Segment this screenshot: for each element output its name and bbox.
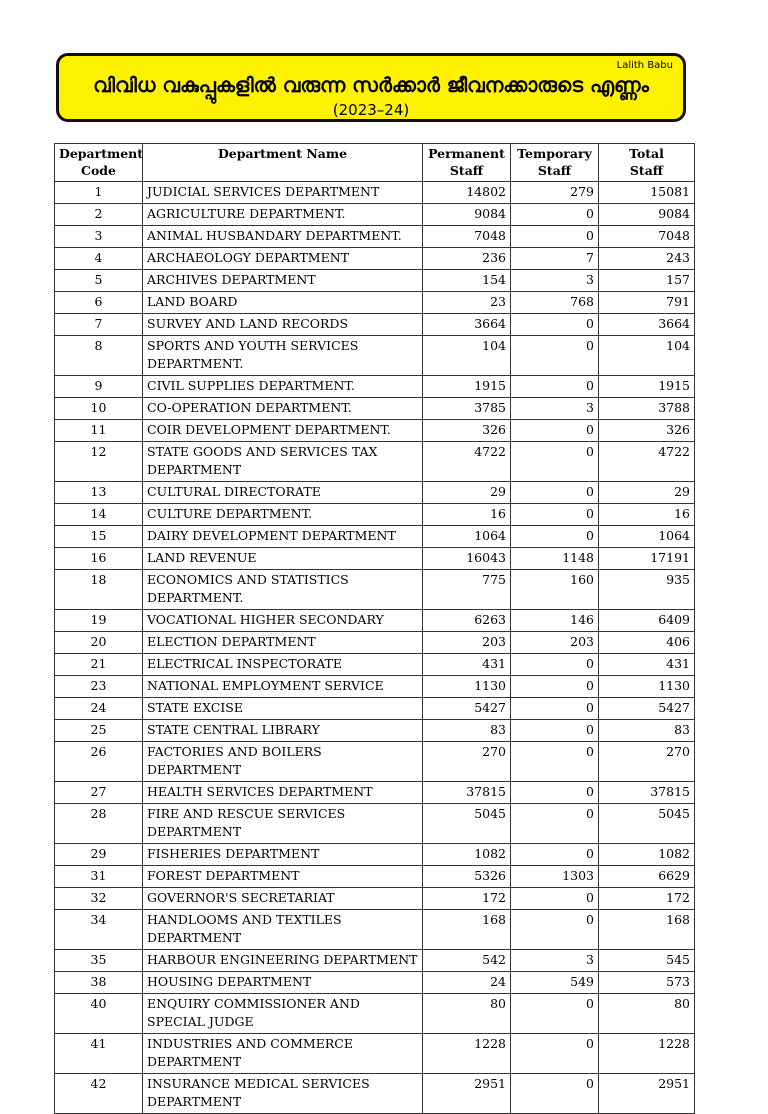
table-row (55, 204, 695, 226)
cell-temporary-staff: 0 (511, 910, 599, 950)
cell-permanent-staff: 1082 (423, 844, 511, 866)
cell-department-code: 27 (55, 782, 143, 804)
cell-temporary-staff: 0 (511, 226, 599, 248)
cell-department-name: ARCHIVES DEPARTMENT (143, 270, 423, 292)
cell-total-staff: 326 (599, 420, 695, 442)
cell-department-code: 41 (55, 1034, 143, 1074)
cell-permanent-staff: 5326 (423, 866, 511, 888)
cell-department-code: 28 (55, 804, 143, 844)
cell-department-code: 19 (55, 610, 143, 632)
cell-permanent-staff: 154 (423, 270, 511, 292)
table-row (55, 742, 695, 782)
cell-permanent-staff: 775 (423, 570, 511, 610)
table-header-row (55, 144, 695, 182)
cell-temporary-staff: 0 (511, 204, 599, 226)
table-row (55, 504, 695, 526)
table-row (55, 910, 695, 950)
cell-department-code: 2 (55, 204, 143, 226)
cell-department-name: STATE EXCISE (143, 698, 423, 720)
col-header-temporary (511, 144, 599, 182)
cell-department-name: FISHERIES DEPARTMENT (143, 844, 423, 866)
cell-department-name: COIR DEVELOPMENT DEPARTMENT. (143, 420, 423, 442)
cell-total-staff: 37815 (599, 782, 695, 804)
cell-department-code: 40 (55, 994, 143, 1034)
cell-temporary-staff: 3 (511, 398, 599, 420)
cell-department-code: 20 (55, 632, 143, 654)
cell-department-code: 21 (55, 654, 143, 676)
table-row (55, 844, 695, 866)
cell-department-name: AGRICULTURE DEPARTMENT. (143, 204, 423, 226)
cell-department-code: 9 (55, 376, 143, 398)
cell-temporary-staff: 0 (511, 782, 599, 804)
cell-permanent-staff: 1228 (423, 1034, 511, 1074)
cell-permanent-staff: 16043 (423, 548, 511, 570)
cell-department-name: FACTORIES AND BOILERS DEPARTMENT (143, 742, 423, 782)
cell-department-name: ANIMAL HUSBANDARY DEPARTMENT. (143, 226, 423, 248)
cell-total-staff: 29 (599, 482, 695, 504)
table-row (55, 292, 695, 314)
table-row (55, 248, 695, 270)
cell-department-code: 8 (55, 336, 143, 376)
cell-permanent-staff: 14802 (423, 182, 511, 204)
col-header-temporary-line1: Temporary (517, 146, 592, 161)
cell-temporary-staff: 0 (511, 442, 599, 482)
cell-permanent-staff: 4722 (423, 442, 511, 482)
cell-total-staff: 80 (599, 994, 695, 1034)
cell-department-name: ARCHAEOLOGY DEPARTMENT (143, 248, 423, 270)
cell-permanent-staff: 1915 (423, 376, 511, 398)
cell-total-staff: 2951 (599, 1074, 695, 1114)
table-row (55, 994, 695, 1034)
page-title: വിവിധ വകുപ്പുകളിൽ വരുന്ന സർക്കാർ ജീവനക്കാരുടെ എണ്ണം (93, 73, 649, 97)
cell-total-staff: 1228 (599, 1034, 695, 1074)
cell-permanent-staff: 5045 (423, 804, 511, 844)
cell-department-name: CULTURE DEPARTMENT. (143, 504, 423, 526)
table-row (55, 442, 695, 482)
col-header-total-line1: Total (629, 146, 664, 161)
col-header-code (55, 144, 143, 182)
cell-permanent-staff: 24 (423, 972, 511, 994)
cell-permanent-staff: 172 (423, 888, 511, 910)
cell-total-staff: 6629 (599, 866, 695, 888)
cell-department-name: SPORTS AND YOUTH SERVICES DEPARTMENT. (143, 336, 423, 376)
title-banner (56, 53, 686, 122)
table-row (55, 720, 695, 742)
cell-total-staff: 791 (599, 292, 695, 314)
cell-temporary-staff: 0 (511, 844, 599, 866)
cell-department-name: INSURANCE MEDICAL SERVICES DEPARTMENT (143, 1074, 423, 1114)
cell-temporary-staff: 279 (511, 182, 599, 204)
table-row (55, 482, 695, 504)
cell-permanent-staff: 1064 (423, 526, 511, 548)
cell-department-name: LAND BOARD (143, 292, 423, 314)
cell-department-code: 15 (55, 526, 143, 548)
cell-total-staff: 83 (599, 720, 695, 742)
cell-department-name: STATE GOODS AND SERVICES TAX DEPARTMENT (143, 442, 423, 482)
table-row (55, 548, 695, 570)
cell-total-staff: 243 (599, 248, 695, 270)
cell-department-code: 5 (55, 270, 143, 292)
cell-temporary-staff: 3 (511, 950, 599, 972)
cell-department-code: 13 (55, 482, 143, 504)
table-row (55, 336, 695, 376)
cell-total-staff: 6409 (599, 610, 695, 632)
cell-department-name: ECONOMICS AND STATISTICS DEPARTMENT. (143, 570, 423, 610)
cell-department-name: HOUSING DEPARTMENT (143, 972, 423, 994)
cell-temporary-staff: 768 (511, 292, 599, 314)
cell-department-code: 42 (55, 1074, 143, 1114)
table-row (55, 420, 695, 442)
col-header-code-line1: Department (59, 146, 144, 161)
col-header-name: Department Name (143, 144, 423, 182)
col-header-temporary-line2: Staff (537, 163, 572, 178)
cell-total-staff: 545 (599, 950, 695, 972)
table-row (55, 972, 695, 994)
cell-permanent-staff: 2951 (423, 1074, 511, 1114)
cell-department-name: CULTURAL DIRECTORATE (143, 482, 423, 504)
cell-total-staff: 7048 (599, 226, 695, 248)
cell-temporary-staff: 0 (511, 504, 599, 526)
cell-department-name: LAND REVENUE (143, 548, 423, 570)
table-row (55, 654, 695, 676)
cell-total-staff: 15081 (599, 182, 695, 204)
cell-temporary-staff: 0 (511, 720, 599, 742)
cell-department-code: 18 (55, 570, 143, 610)
cell-permanent-staff: 203 (423, 632, 511, 654)
cell-department-name: SURVEY AND LAND RECORDS (143, 314, 423, 336)
cell-department-name: ELECTRICAL INSPECTORATE (143, 654, 423, 676)
col-header-permanent-line1: Permanent (428, 146, 505, 161)
table-row (55, 1074, 695, 1114)
cell-total-staff: 573 (599, 972, 695, 994)
cell-permanent-staff: 80 (423, 994, 511, 1034)
cell-department-name: DAIRY DEVELOPMENT DEPARTMENT (143, 526, 423, 548)
cell-permanent-staff: 9084 (423, 204, 511, 226)
cell-department-name: FIRE AND RESCUE SERVICES DEPARTMENT (143, 804, 423, 844)
table-row (55, 866, 695, 888)
cell-department-code: 34 (55, 910, 143, 950)
cell-total-staff: 104 (599, 336, 695, 376)
cell-department-code: 4 (55, 248, 143, 270)
cell-temporary-staff: 549 (511, 972, 599, 994)
cell-total-staff: 431 (599, 654, 695, 676)
cell-department-code: 24 (55, 698, 143, 720)
table-row (55, 804, 695, 844)
cell-permanent-staff: 236 (423, 248, 511, 270)
table-row (55, 182, 695, 204)
cell-temporary-staff: 0 (511, 994, 599, 1034)
cell-department-code: 16 (55, 548, 143, 570)
table-row (55, 270, 695, 292)
cell-department-name: HEALTH SERVICES DEPARTMENT (143, 782, 423, 804)
cell-temporary-staff: 0 (511, 742, 599, 782)
cell-permanent-staff: 270 (423, 742, 511, 782)
cell-department-code: 26 (55, 742, 143, 782)
cell-temporary-staff: 1303 (511, 866, 599, 888)
cell-total-staff: 935 (599, 570, 695, 610)
col-header-permanent (423, 144, 511, 182)
cell-department-name: CO-OPERATION DEPARTMENT. (143, 398, 423, 420)
cell-permanent-staff: 23 (423, 292, 511, 314)
col-header-total-line2: Staff (629, 163, 664, 178)
cell-department-name: INDUSTRIES AND COMMERCE DEPARTMENT (143, 1034, 423, 1074)
cell-permanent-staff: 7048 (423, 226, 511, 248)
cell-total-staff: 1064 (599, 526, 695, 548)
cell-department-code: 29 (55, 844, 143, 866)
cell-temporary-staff: 0 (511, 654, 599, 676)
cell-department-code: 35 (55, 950, 143, 972)
cell-department-code: 32 (55, 888, 143, 910)
cell-total-staff: 172 (599, 888, 695, 910)
cell-department-name: NATIONAL EMPLOYMENT SERVICE (143, 676, 423, 698)
cell-temporary-staff: 0 (511, 526, 599, 548)
cell-department-code: 31 (55, 866, 143, 888)
cell-temporary-staff: 0 (511, 888, 599, 910)
cell-permanent-staff: 431 (423, 654, 511, 676)
table-row (55, 314, 695, 336)
col-header-total (599, 144, 695, 182)
table-row (55, 570, 695, 610)
cell-total-staff: 5045 (599, 804, 695, 844)
cell-department-code: 3 (55, 226, 143, 248)
cell-department-code: 10 (55, 398, 143, 420)
cell-permanent-staff: 168 (423, 910, 511, 950)
table-row (55, 698, 695, 720)
cell-temporary-staff: 3 (511, 270, 599, 292)
cell-permanent-staff: 542 (423, 950, 511, 972)
cell-total-staff: 1082 (599, 844, 695, 866)
cell-temporary-staff: 0 (511, 804, 599, 844)
cell-temporary-staff: 0 (511, 314, 599, 336)
cell-total-staff: 270 (599, 742, 695, 782)
table-row (55, 888, 695, 910)
cell-department-code: 11 (55, 420, 143, 442)
table-row (55, 398, 695, 420)
cell-temporary-staff: 0 (511, 1034, 599, 1074)
cell-department-name: ENQUIRY COMMISSIONER AND SPECIAL JUDGE (143, 994, 423, 1034)
cell-permanent-staff: 6263 (423, 610, 511, 632)
author-credit: Lalith Babu (616, 60, 673, 71)
cell-total-staff: 1915 (599, 376, 695, 398)
cell-department-code: 38 (55, 972, 143, 994)
table-row (55, 950, 695, 972)
cell-department-name: JUDICIAL SERVICES DEPARTMENT (143, 182, 423, 204)
col-header-code-line2: Code (81, 163, 116, 178)
cell-total-staff: 3788 (599, 398, 695, 420)
col-header-permanent-line2: Staff (449, 163, 484, 178)
cell-total-staff: 16 (599, 504, 695, 526)
table-body (55, 182, 695, 1114)
cell-temporary-staff: 0 (511, 376, 599, 398)
cell-department-code: 7 (55, 314, 143, 336)
cell-permanent-staff: 37815 (423, 782, 511, 804)
cell-department-code: 14 (55, 504, 143, 526)
cell-total-staff: 17191 (599, 548, 695, 570)
cell-temporary-staff: 160 (511, 570, 599, 610)
cell-department-name: STATE CENTRAL LIBRARY (143, 720, 423, 742)
cell-permanent-staff: 29 (423, 482, 511, 504)
cell-temporary-staff: 0 (511, 698, 599, 720)
cell-temporary-staff: 0 (511, 336, 599, 376)
cell-total-staff: 168 (599, 910, 695, 950)
cell-total-staff: 4722 (599, 442, 695, 482)
table-row (55, 676, 695, 698)
cell-temporary-staff: 146 (511, 610, 599, 632)
cell-department-code: 6 (55, 292, 143, 314)
cell-department-code: 25 (55, 720, 143, 742)
table-row (55, 376, 695, 398)
cell-department-name: VOCATIONAL HIGHER SECONDARY (143, 610, 423, 632)
table-row (55, 226, 695, 248)
cell-permanent-staff: 16 (423, 504, 511, 526)
table-row (55, 1034, 695, 1074)
table-row (55, 526, 695, 548)
cell-temporary-staff: 0 (511, 676, 599, 698)
cell-total-staff: 9084 (599, 204, 695, 226)
cell-department-name: GOVERNOR'S SECRETARIAT (143, 888, 423, 910)
cell-total-staff: 3664 (599, 314, 695, 336)
table-row (55, 632, 695, 654)
cell-total-staff: 157 (599, 270, 695, 292)
cell-permanent-staff: 3785 (423, 398, 511, 420)
cell-permanent-staff: 104 (423, 336, 511, 376)
cell-department-code: 23 (55, 676, 143, 698)
staff-table (54, 143, 695, 1114)
cell-temporary-staff: 203 (511, 632, 599, 654)
cell-temporary-staff: 0 (511, 1074, 599, 1114)
cell-department-name: ELECTION DEPARTMENT (143, 632, 423, 654)
cell-total-staff: 1130 (599, 676, 695, 698)
year-subtitle: (2023–24) (332, 101, 410, 119)
cell-department-name: CIVIL SUPPLIES DEPARTMENT. (143, 376, 423, 398)
cell-department-name: FOREST DEPARTMENT (143, 866, 423, 888)
cell-total-staff: 5427 (599, 698, 695, 720)
cell-permanent-staff: 1130 (423, 676, 511, 698)
cell-total-staff: 406 (599, 632, 695, 654)
cell-department-code: 1 (55, 182, 143, 204)
cell-department-code: 12 (55, 442, 143, 482)
cell-department-name: HANDLOOMS AND TEXTILES DEPARTMENT (143, 910, 423, 950)
cell-permanent-staff: 3664 (423, 314, 511, 336)
cell-department-name: HARBOUR ENGINEERING DEPARTMENT (143, 950, 423, 972)
cell-temporary-staff: 7 (511, 248, 599, 270)
table-row (55, 610, 695, 632)
table-row (55, 782, 695, 804)
cell-temporary-staff: 0 (511, 420, 599, 442)
cell-permanent-staff: 5427 (423, 698, 511, 720)
cell-temporary-staff: 0 (511, 482, 599, 504)
cell-temporary-staff: 1148 (511, 548, 599, 570)
cell-permanent-staff: 83 (423, 720, 511, 742)
cell-permanent-staff: 326 (423, 420, 511, 442)
